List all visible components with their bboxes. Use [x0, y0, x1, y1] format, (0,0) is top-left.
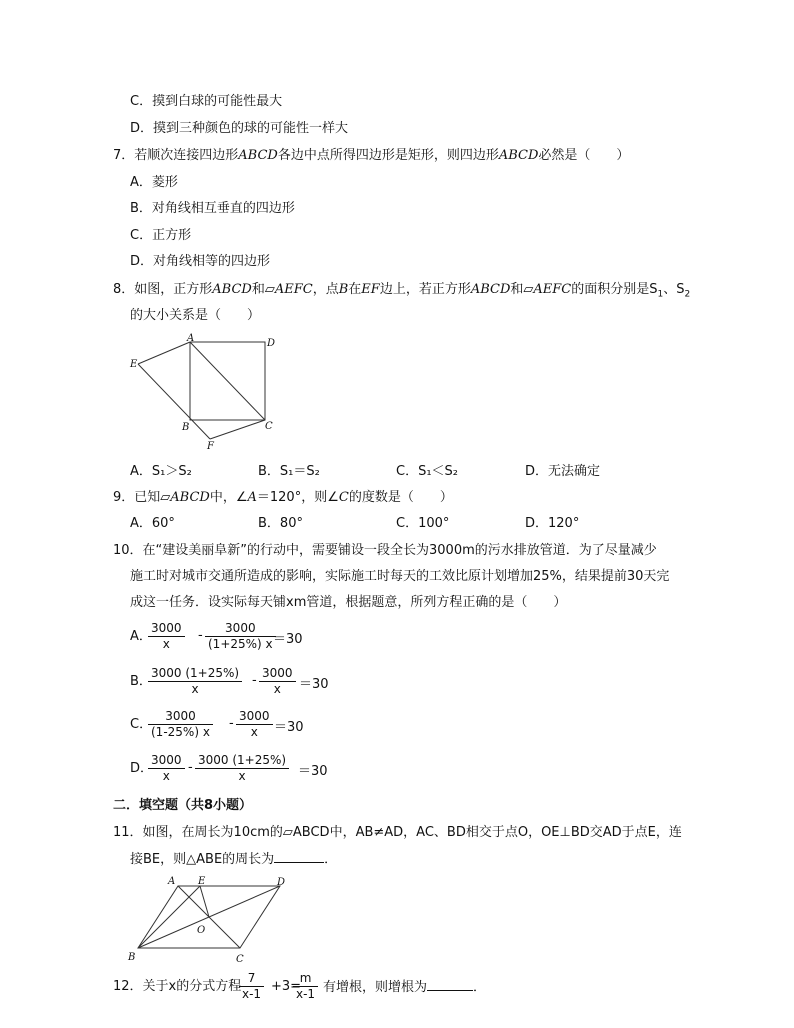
denominator: x [195, 768, 289, 784]
q9-option-a: A．60° [130, 516, 175, 531]
rhs: ＝30 [299, 677, 329, 692]
denominator: x-1 [293, 986, 318, 1002]
q11-line1: 11．如图，在周长为10cm的▱ABCD中，AB≠AD，AC、BD相交于点O，OE⊥BD交AD于点E，连 [113, 825, 682, 840]
fraction [236, 709, 273, 740]
answer-blank [274, 850, 324, 863]
rhs: ＝30 [273, 632, 303, 647]
q6-option-d: D．摸到三种颜色的球的可能性一样大 [130, 121, 349, 136]
section-heading: 二．填空题（共8小题） [113, 798, 253, 813]
q8-stem: 8．如图，正方形ABCD和▱AEFC，点B在EF边上，若正方形ABCD和▱AEFC的面积分别是$S_1$、$S_2$ [113, 282, 691, 300]
numerator: 3000 [239, 709, 270, 723]
q8-label-a: A [187, 333, 195, 344]
q7-option-b: B．对角线相互垂直的四边形 [130, 201, 295, 216]
denominator: x [259, 681, 296, 697]
numerator: m [299, 971, 312, 985]
q8-option-c: C．S₁＜S₂ [396, 464, 459, 479]
q8-label-e: E [130, 359, 138, 370]
numerator: 3000 [225, 621, 256, 635]
q8-option-d: D．无法确定 [525, 464, 601, 479]
denominator: x [148, 636, 185, 652]
numerator: 3000 [262, 666, 293, 680]
q11-label-e: E [198, 876, 206, 887]
option-label: D． [130, 761, 154, 776]
q8-label-b: B [182, 422, 190, 433]
q9-option-b: B．80° [258, 516, 303, 531]
q10-line3: 成这一任务．设实际每天铺xm管道，根据题意，所列方程正确的是（ ） [130, 595, 567, 610]
option-label: B． [130, 674, 152, 689]
fraction [148, 709, 213, 740]
q9-option-c: C．100° [396, 516, 450, 531]
q8-option-a: A．S₁＞S₂ [130, 464, 192, 479]
q8-label-f: F [207, 441, 214, 452]
q7-option-a: A．菱形 [130, 175, 178, 190]
denominator: x [236, 724, 273, 740]
q12-text-a: 12．关于x的分式方程 [113, 979, 242, 994]
q12-text-mid: +3= [271, 979, 302, 994]
numerator: 7 [247, 971, 256, 985]
denominator: x [148, 681, 242, 697]
denominator: (1+25%) x [205, 636, 276, 652]
fraction [148, 753, 185, 784]
q8-label-d: D [267, 338, 276, 349]
q11-figure [122, 872, 297, 964]
q7-option-c: C．正方形 [130, 228, 192, 243]
q8-figure [125, 332, 285, 452]
operator: - [229, 716, 234, 731]
q10-line2: 施工时对城市交通所造成的影响，实际施工时每天的工效比原计划增加25%，结果提前30天完 [130, 569, 670, 584]
numerator: 3000 (1+25%) [198, 753, 287, 767]
q7-stem: 7．若顺次连接四边形ABCD各边中点所得四边形是矩形，则四边形ABCD必然是（ ） [113, 148, 630, 163]
numerator: 3000 [165, 709, 196, 723]
q9-option-d: D．120° [525, 516, 580, 531]
operator: - [198, 628, 203, 643]
fraction [259, 666, 296, 697]
fraction [239, 971, 264, 1002]
fraction [148, 621, 185, 652]
q11-label-d: D [277, 877, 286, 888]
operator: - [252, 673, 257, 688]
denominator: x-1 [239, 986, 264, 1002]
q11-label-a: A [168, 876, 176, 887]
rhs: ＝30 [298, 764, 328, 779]
fraction [205, 621, 276, 652]
q11-line2: 接BE，则△ABE的周长为 ． [130, 852, 338, 867]
q12-text-b: 有增根，则增根为 ． [323, 980, 487, 995]
numerator: 3000 [151, 621, 182, 635]
denominator: (1-25%) x [148, 724, 213, 740]
q11-label-c: C [236, 954, 244, 964]
q8-option-b: B．S₁＝S₂ [258, 464, 320, 479]
fraction [148, 666, 242, 697]
option-label: C． [130, 717, 153, 732]
denominator: x [148, 768, 185, 784]
fraction [293, 971, 318, 1002]
numerator: 3000 [151, 753, 182, 767]
q11-label-o: O [197, 925, 206, 936]
q8-label-c: C [265, 421, 273, 432]
rhs: ＝30 [274, 720, 304, 735]
q10-line1: 10．在“建设美丽阜新”的行动中，需要铺设一段全长为3000m的污水排放管道．为了尽量减少 [113, 543, 657, 558]
answer-blank [427, 978, 473, 991]
q7-option-d: D．对角线相等的四边形 [130, 254, 271, 269]
numerator: 3000 (1+25%) [151, 666, 240, 680]
operator: - [188, 760, 193, 775]
fraction [195, 753, 289, 784]
q11-label-b: B [128, 952, 136, 963]
q6-option-c: C．摸到白球的可能性最大 [130, 94, 283, 109]
q8-stem-line2: 的大小关系是（ ） [130, 308, 261, 323]
q9-stem: 9．已知▱ABCD中，∠A＝120°，则∠C的度数是（ ） [113, 490, 453, 505]
option-label: A． [130, 629, 152, 644]
